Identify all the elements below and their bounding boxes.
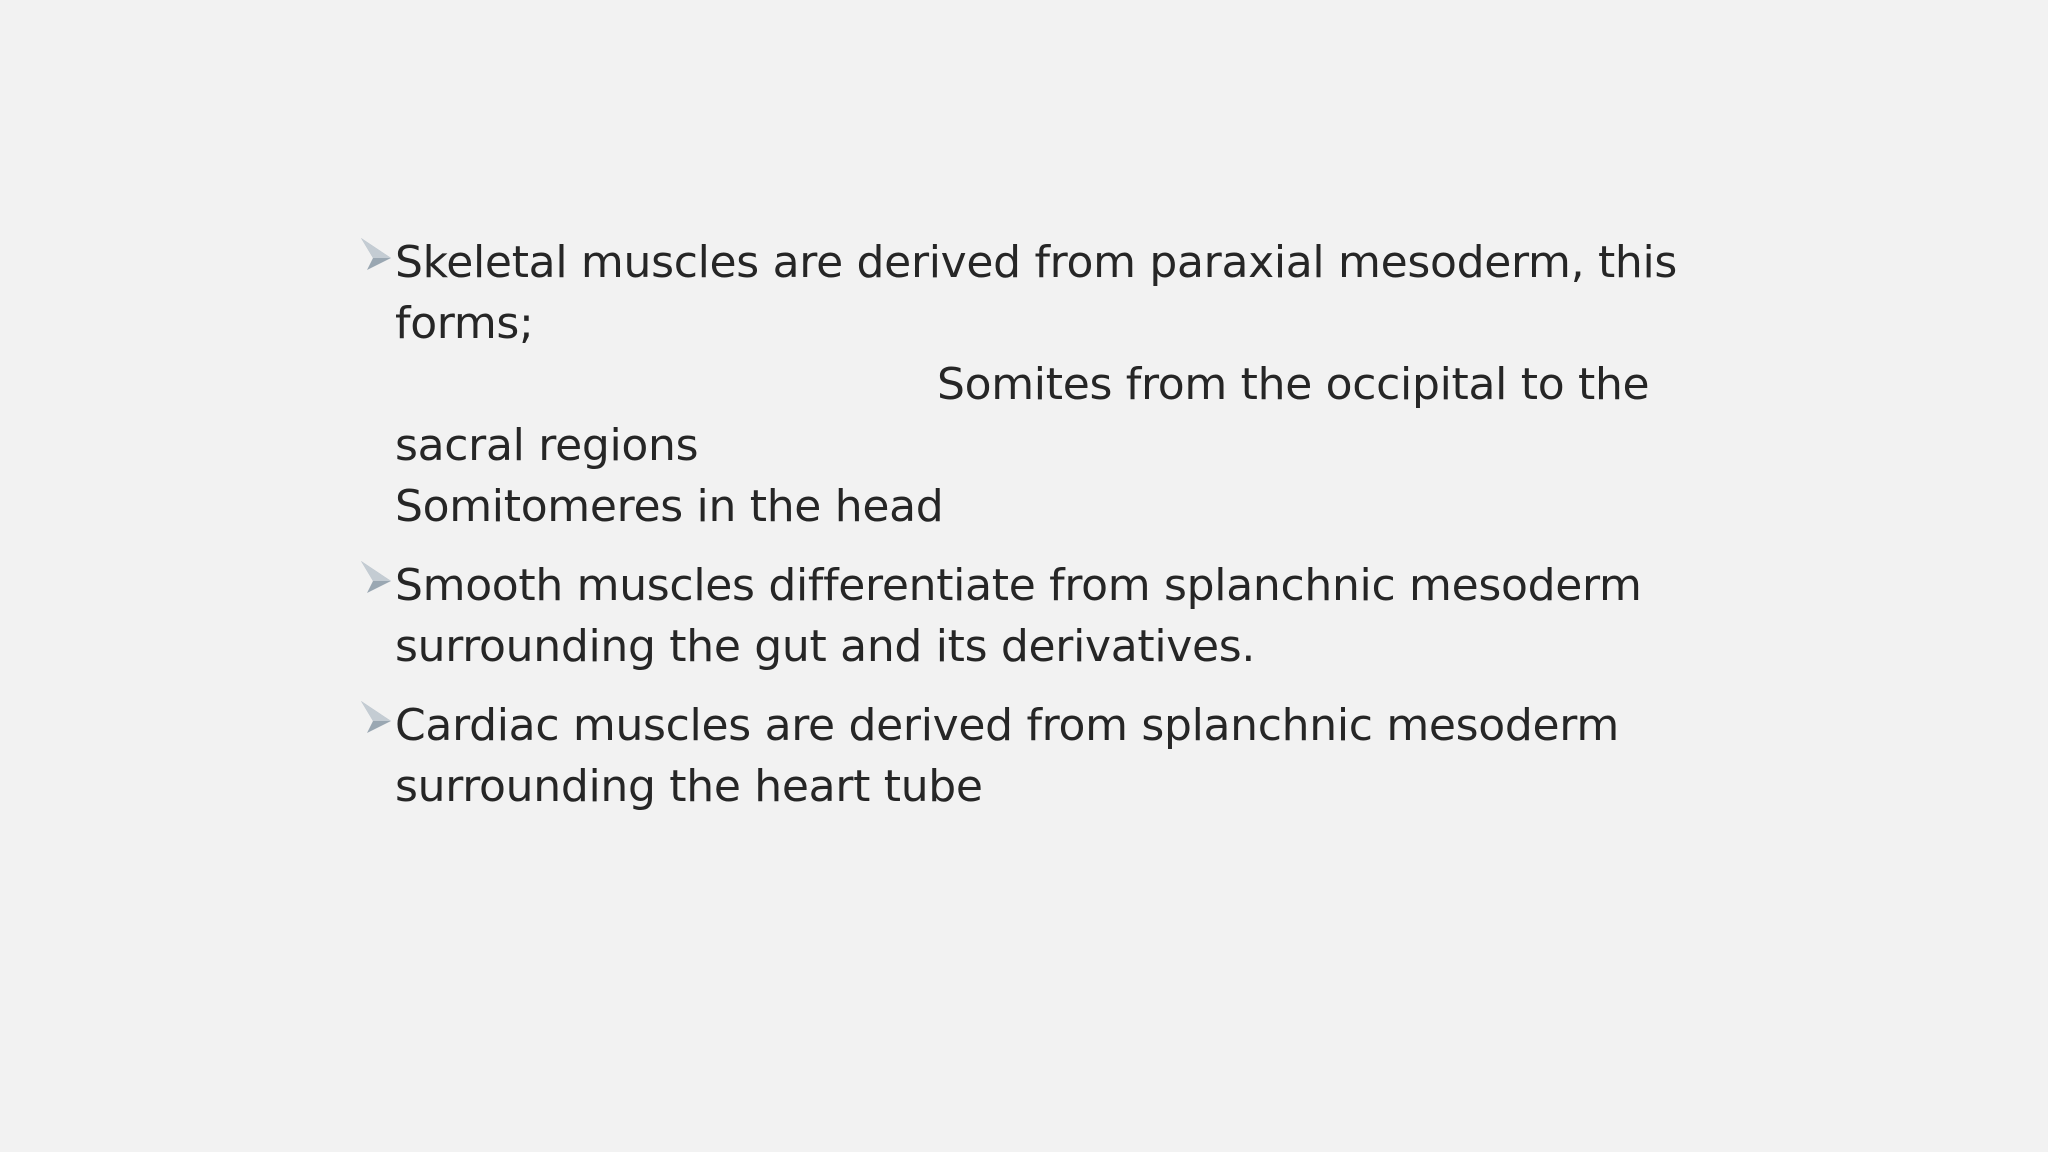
arrowhead-bullet-icon xyxy=(359,236,393,276)
bullet-line: Somitomeres in the head xyxy=(395,481,944,532)
bullet-item-smooth xyxy=(355,555,1675,677)
slide-body xyxy=(355,232,1678,835)
bullet-item-skeletal xyxy=(355,232,1678,537)
bullet-line: Cardiac muscles are derived from splanchnic mesoderm xyxy=(395,700,1619,751)
bullet-line: surrounding the heart tube xyxy=(395,761,983,812)
bullet-line: sacral regions xyxy=(395,420,699,471)
arrowhead-bullet-icon xyxy=(359,699,393,739)
bullet-line: Smooth muscles differentiate from splanchnic mesoderm xyxy=(395,560,1642,611)
bullet-line: Somites from the occipital to the xyxy=(937,359,1650,410)
bullet-line: surrounding the gut and its derivatives. xyxy=(395,621,1256,672)
bullet-line: Skeletal muscles are derived from paraxial mesoderm, this xyxy=(395,237,1678,288)
arrowhead-bullet-icon xyxy=(359,559,393,599)
bullet-item-cardiac xyxy=(355,695,1675,817)
bullet-line: forms; xyxy=(395,298,534,349)
